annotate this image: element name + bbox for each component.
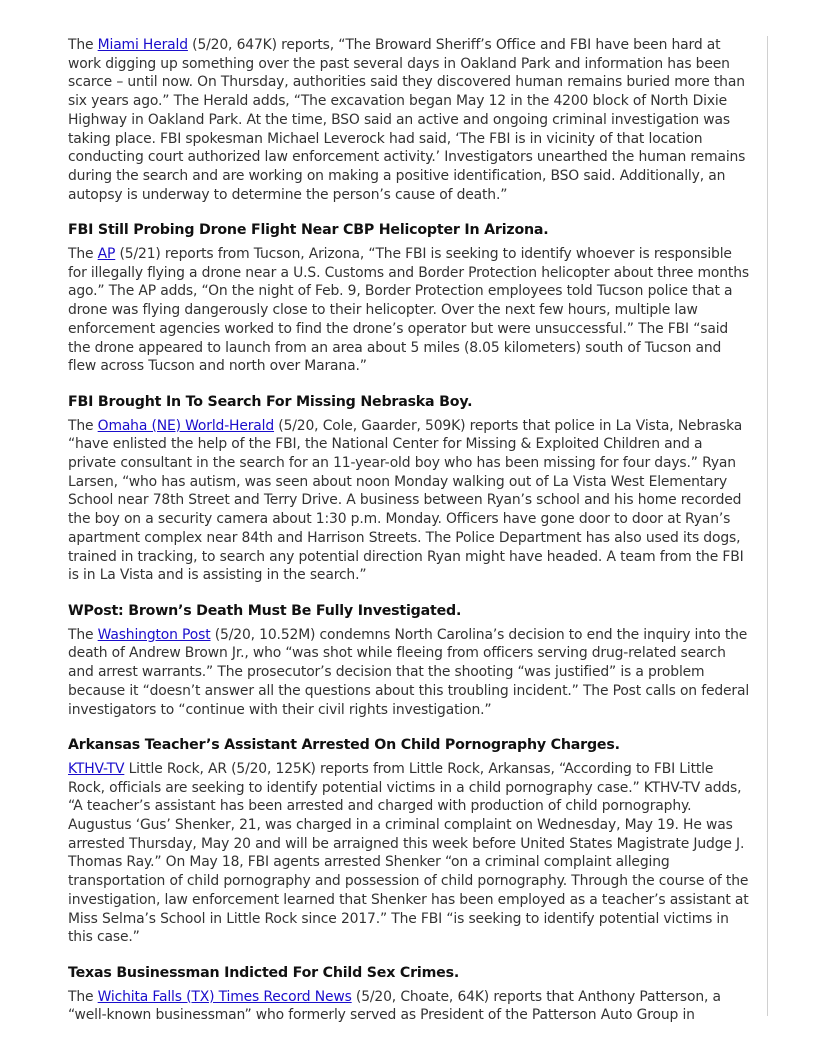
article-paragraph xyxy=(68,988,752,1025)
text: (5/20, Choate, 64K) reports that Anthony Patterson, a “well-known businessman” who formerly served as President of the Patterson Auto Group in xyxy=(68,988,721,1024)
article-paragraph xyxy=(68,760,752,947)
text: The xyxy=(68,626,98,643)
text: (5/20, 10.52M) condemns North Carolina’s decision to end the inquiry into the death of Andrew Brown Jr., who “was shot while fleeing from officers serving drug-related search and arrest warrants.” The prosecutor’s decision that the shooting “was justified” is a problem because it “doesn’t answer all the questions about this troubling incident.” The Post calls on federal investigators to “continue with their civil rights investigation.” xyxy=(68,626,750,718)
text: The xyxy=(68,417,98,434)
page-border xyxy=(767,36,768,1016)
news-content xyxy=(68,36,752,1025)
source-link-miami-herald[interactable]: Miami Herald xyxy=(97,37,188,53)
source-link-omaha-world-herald[interactable]: Omaha (NE) World-Herald xyxy=(97,417,275,434)
text: (5/20, Cole, Gaarder, 509K) reports that police in La Vista, Nebraska “have enlisted the help of the FBI, the National Center for Missing & Exploited Children and a private consultant in the search for an 11-year-old boy who has been missing for four days.” Ryan Larsen, “who has autism, was seen about noon Monday walking out of La Vista West Elementary School near 78th Street and Terry Drive. A business between Ryan’s school and his home recorded the boy on a security camera about 1:30 p.m. Monday. Officers have gone door to door at Ryan’s apartment complex near 84th and Harrison Streets. The Police Department has also used its dogs, trained in tracking, to search any potential direction Ryan might have headed. A team from the FBI is in La Vista and is assisting in the search.” xyxy=(68,417,744,584)
source-link-washington-post[interactable]: Washington Post xyxy=(97,626,211,643)
text: The xyxy=(68,988,98,1005)
article-paragraph xyxy=(68,36,752,204)
text: The xyxy=(68,246,98,263)
article-paragraph xyxy=(68,245,752,376)
text: Little Rock, AR (5/20, 125K) reports from Little Rock, Arkansas, “According to FBI Little Rock, officials are seeking to identify potential victims in a child pornography case.” KTHV-TV adds, “A teacher’s assistant has been arrested and charged with production of child pornography. Augustus ‘Gus’ Shenker, 21, was charged in a criminal complaint on Wednesday, May 19. He was arrested Thursday, May 20 and will be arraigned this week before United States Magistrate Judge J. Thomas Ray.” On May 18, FBI agents arrested Shenker “on a criminal complaint alleging transportation of child pornography and possession of child pornography. Through the course of the investigation, law enforcement learned that Shenker has been employed as a teacher’s assistant at Miss Selma’s School in Little Rock since 2017.” The FBI “is seeking to identify potential victims in this case.” xyxy=(68,760,749,946)
text: (5/21) reports from Tucson, Arizona, “The FBI is seeking to identify whoever is responsible for illegally flying a drone near a U.S. Customs and Border Protection helicopter about three months ago.” The AP adds, “On the night of Feb. 9, Border Protection employees told Tucson police that a drone was flying dangerously close to their helicopter. Over the next few hours, multiple law enforcement agencies worked to find the drone’s operator but were unsuccessful.” The FBI “said the drone appeared to launch from an area about 5 miles (8.05 kilometers) south of Tucson and flew across Tucson and north over Marana.” xyxy=(68,246,749,375)
source-link-ap[interactable]: AP xyxy=(97,246,116,263)
article-headline: FBI Still Probing Drone Flight Near CBP Helicopter In Arizona. xyxy=(68,222,549,239)
text: The xyxy=(68,37,98,53)
article-headline: Arkansas Teacher’s Assistant Arrested On Child Pornography Charges. xyxy=(68,737,620,754)
article-headline: WPost: Brown’s Death Must Be Fully Investigated. xyxy=(68,602,462,619)
article-headline: Texas Businessman Indicted For Child Sex Crimes. xyxy=(68,964,460,981)
source-link-kthv-tv[interactable]: KTHV-TV xyxy=(68,760,125,777)
article-headline: FBI Brought In To Search For Missing Nebraska Boy. xyxy=(68,393,473,410)
source-link-times-record-news[interactable]: Wichita Falls (TX) Times Record News xyxy=(97,988,352,1005)
article-paragraph xyxy=(68,626,752,720)
article-paragraph xyxy=(68,417,752,585)
text: (5/20, 647K) reports, “The Broward Sheriff’s Office and FBI have been hard at work digging up something over the past several days in Oakland Park and information has been scarce – until now. On Thursday, authorities said they discovered human remains buried more than six years ago.” The Herald adds, “The excavation began May 12 in the 4200 block of North Dixie Highway in Oakland Park. At the time, BSO said an active and ongoing criminal investigation was taking place. FBI spokesman Michael Leverock had said, ‘The FBI is in vicinity of that location conducting court authorized law enforcement activity.’ Investigators unearthed the human remains during the search and are working on making a positive identification, BSO said. Additionally, an autopsy is underway to determine the person’s cause of death.” xyxy=(68,37,746,203)
